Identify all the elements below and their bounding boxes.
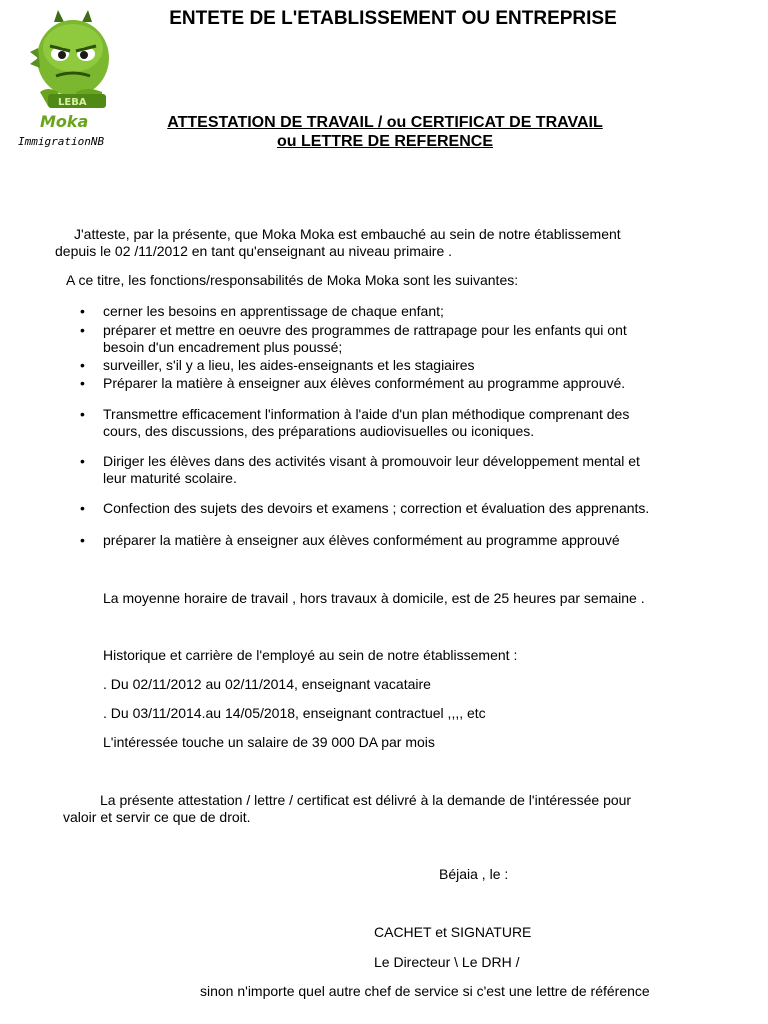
logo-name: Moka: [40, 112, 89, 131]
closing-line-1: La présente attestation / lettre / certificat est délivré à la demande de l'intéressée pour: [100, 792, 632, 808]
closing-line-2: valoir et servir ce que de droit.: [63, 809, 251, 825]
logo-tagline: ImmigrationNB: [18, 135, 105, 148]
list-item: [80, 453, 740, 487]
duty-text: Préparer la matière à enseigner aux élèves conformément au programme approuvé.: [103, 375, 626, 391]
working-hours: La moyenne horaire de travail , hors travaux à domicile, est de 25 heures par semaine .: [103, 590, 645, 606]
duties-list: [80, 303, 740, 549]
duty-text-continued: leur maturité scolaire.: [103, 470, 237, 486]
list-item: [80, 406, 740, 440]
intro-line-2: depuis le 02 /11/2012 en tant qu'enseignant au niveau primaire .: [55, 243, 453, 259]
intro-line-1: J'atteste, par la présente, que Moka Moka est embauché au sein de notre établissement: [74, 226, 621, 242]
dragon-mascot-icon: [30, 10, 109, 108]
history-title: Historique et carrière de l'employé au sein de notre établissement :: [103, 647, 518, 663]
list-item: [80, 375, 740, 392]
list-item: [80, 532, 740, 549]
document-title-line-1: ATTESTATION DE TRAVAIL / ou CERTIFICAT DE TRAVAIL: [167, 114, 603, 131]
list-item: [80, 500, 740, 517]
duty-text: préparer et mettre en oeuvre des programmes de rattrapage pour les enfants qui ont: [103, 322, 627, 338]
history-entry: . Du 02/11/2012 au 02/11/2014, enseignant vacataire: [103, 676, 431, 692]
signatory: Le Directeur \ Le DRH /: [374, 954, 520, 970]
place-date: Béjaia , le :: [439, 866, 509, 882]
duty-text: surveiller, s'il y a lieu, les aides-enseignants et les stagiaires: [103, 357, 475, 373]
duty-text: Transmettre efficacement l'information à l'aide d'un plan méthodique comprenant des: [103, 406, 630, 422]
signatory-note: sinon n'importe quel autre chef de service si c'est une lettre de référence: [200, 983, 650, 999]
duty-text-continued: besoin d'un encadrement plus poussé;: [103, 339, 343, 355]
list-item: [80, 357, 740, 374]
svg-text:LEBA: LEBA: [58, 97, 87, 108]
salary-statement: L'intéressée touche un salaire de 39 000 DA par mois: [103, 734, 435, 750]
letterhead-title: ENTETE DE L'ETABLISSEMENT OU ENTREPRISE: [169, 8, 617, 29]
duty-text: cerner les besoins en apprentissage de chaque enfant;: [103, 303, 444, 319]
duty-text: Confection des sujets des devoirs et examens ; correction et évaluation des apprenants.: [103, 500, 650, 516]
duty-text: Diriger les élèves dans des activités visant à promouvoir leur développement mental et: [103, 453, 640, 469]
list-item: [80, 303, 740, 320]
duty-text: préparer la matière à enseigner aux élèves conformément au programme approuvé: [103, 532, 620, 548]
document-title-line-2: ou LETTRE DE REFERENCE: [276, 133, 493, 150]
stamp-signature-label: CACHET et SIGNATURE: [374, 924, 532, 940]
duty-text-continued: cours, des discussions, des préparations audiovisuelles ou iconiques.: [103, 423, 535, 439]
list-item: [80, 322, 740, 356]
duties-intro: A ce titre, les fonctions/responsabilités de Moka Moka sont les suivantes:: [66, 272, 519, 288]
history-entry: . Du 03/11/2014.au 14/05/2018, enseignant contractuel ,,,, etc: [103, 705, 486, 721]
